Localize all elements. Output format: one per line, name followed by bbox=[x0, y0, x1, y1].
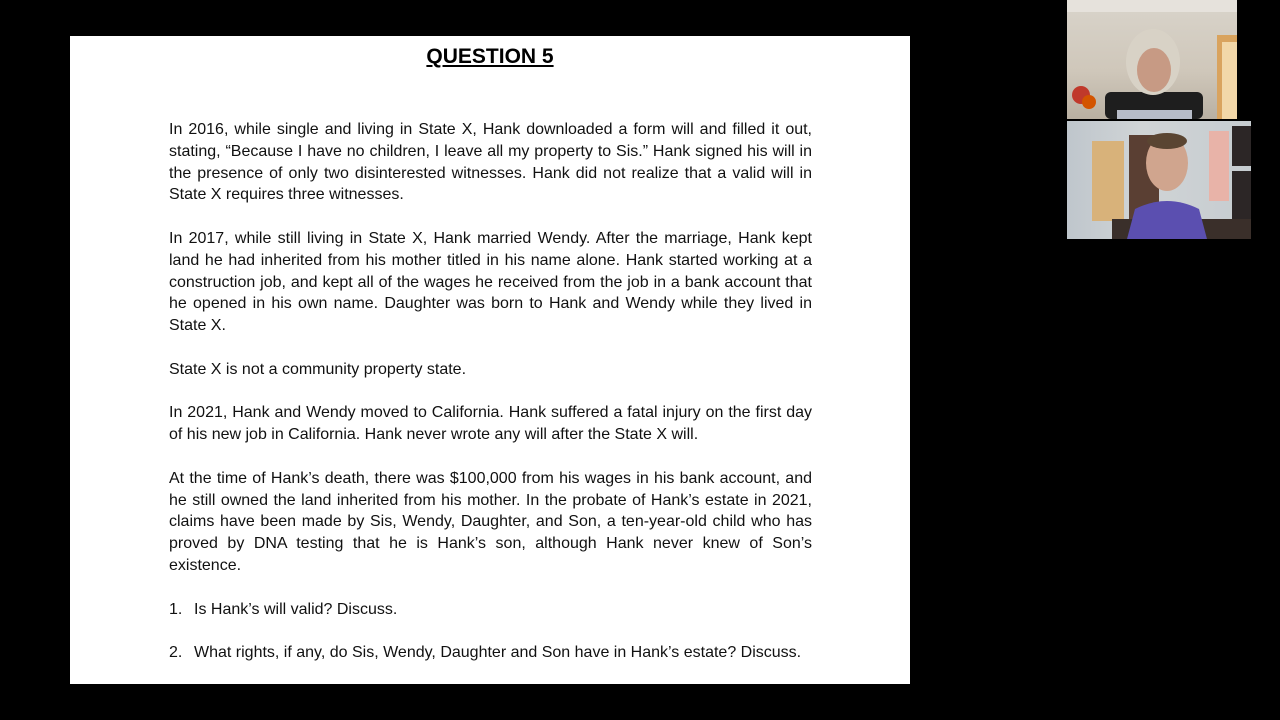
video-tile-participant-1[interactable] bbox=[1067, 0, 1237, 119]
fact-paragraph: In 2017, while still living in State X, Hank married Wendy. After the marriage, Hank kept land he had inherited from his mother titled in his name alone. Hank started working at a construction job, and kept all of the wages he received from the job in a bank account that he opened in his own name. Daughter was born to Hank and Wendy while they lived in State X. bbox=[169, 229, 812, 335]
fact-paragraph: State X is not a community property state. bbox=[169, 360, 467, 378]
participant-video bbox=[1067, 121, 1251, 239]
question-text: What rights, if any, do Sis, Wendy, Daughter and Son have in Hank’s estate? Discuss. bbox=[194, 644, 802, 662]
fact-paragraph: In 2021, Hank and Wendy moved to California. Hank suffered a fatal injury on the first day of his new job in California. Hank never wrote any will after the State X will. bbox=[169, 404, 812, 444]
slide-body bbox=[169, 119, 812, 686]
question-item bbox=[169, 599, 812, 621]
question-number: 1. bbox=[169, 600, 183, 618]
slide-title: QUESTION 5 bbox=[426, 45, 554, 68]
question-number: 2. bbox=[169, 644, 183, 662]
question-item bbox=[169, 642, 812, 664]
fact-paragraph: In 2016, while single and living in State X, Hank downloaded a form will and filled it out, stating, “Because I have no children, I leave all my property to Sis.” Hank signed his will in the presence of only two disinterested witnesses. Hank did not realize that a valid will in State X requires three witnesses. bbox=[169, 121, 812, 204]
video-tile-participant-2[interactable] bbox=[1067, 121, 1251, 239]
fact-paragraph: At the time of Hank’s death, there was $100,000 from his wages in his bank account, and he still owned the land inherited from his mother. In the probate of Hank’s estate in 2021, claims have been made by Sis, Wendy, Daughter, and Son, a ten-year-old child who has proved by DNA testing that he is Hank’s son, although Hank never knew of Son’s existence. bbox=[169, 469, 812, 574]
question-text: Is Hank’s will valid? Discuss. bbox=[194, 600, 398, 618]
participant-video bbox=[1067, 0, 1237, 119]
shared-slide bbox=[70, 36, 910, 684]
